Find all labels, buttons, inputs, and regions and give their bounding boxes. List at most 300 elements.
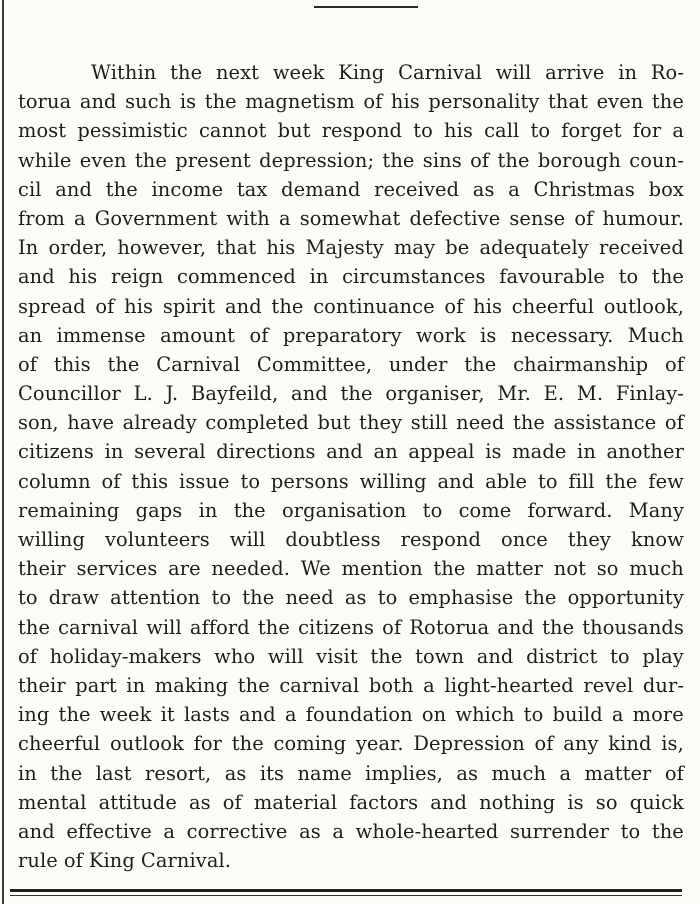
article-word: to (18, 586, 38, 610)
article-word: they (359, 411, 403, 435)
article-word: as (344, 586, 367, 610)
article-word: they (567, 528, 611, 551)
article-word: Many (628, 498, 684, 522)
article-word: citizens (18, 440, 94, 464)
article-word: son, (18, 411, 59, 435)
article-word: the (170, 61, 203, 84)
article-word: completed (205, 411, 309, 435)
article-word: the (105, 177, 138, 201)
article-word: its (259, 761, 285, 785)
article-word: his (390, 90, 420, 114)
article-word: of (664, 761, 684, 785)
article-word: such (125, 90, 172, 114)
article-word: week (272, 61, 325, 84)
article-word: the (233, 498, 266, 522)
article-word: of (534, 732, 554, 756)
article-word: as (224, 761, 247, 785)
article-line (18, 87, 684, 116)
article-word: In (18, 236, 39, 260)
article-word: last (95, 761, 132, 785)
article-word: doubtless (285, 528, 381, 551)
article-word: Councillor (18, 382, 121, 406)
article-word: visit (316, 644, 358, 668)
article-word: on (421, 703, 447, 727)
article-word: year. (355, 732, 404, 756)
article-word: their (18, 673, 66, 697)
article-word: a (672, 119, 684, 143)
article-word: this (131, 469, 169, 493)
article-word: outlook, (603, 294, 684, 318)
article-line (18, 700, 684, 729)
article-word: spirit (162, 294, 216, 318)
article-word: directions (216, 440, 316, 464)
article-word: it (160, 703, 175, 727)
article-word: sense (509, 206, 566, 230)
article-word: the (497, 148, 530, 172)
article-word: and (326, 440, 363, 464)
article-line (18, 292, 684, 321)
article-word: a (284, 703, 297, 727)
article-word: of (470, 148, 490, 172)
article-word: work (416, 323, 466, 347)
article-word: attitude (98, 790, 177, 814)
article-word: rule (18, 849, 58, 873)
article-word: E. (543, 382, 565, 406)
article-word: to (530, 119, 551, 143)
article-word: and (437, 469, 475, 493)
article-word: respond (321, 119, 403, 143)
article-word: lasts (183, 703, 230, 727)
article-word: an (373, 440, 398, 464)
article-word: the (524, 586, 557, 610)
article-word: nothing (479, 790, 556, 814)
editorial-article (18, 58, 684, 875)
article-word: Much (627, 323, 684, 347)
article-word: is (567, 790, 584, 814)
article-word: factors (349, 790, 419, 814)
article-line (18, 350, 684, 379)
article-word: material (253, 790, 338, 814)
article-word: a (278, 206, 291, 230)
article-word: and (476, 644, 514, 668)
article-word: the (50, 761, 83, 785)
article-word: of (664, 352, 684, 376)
article-word: Bayfeild, (191, 382, 279, 406)
article-word: coming (273, 732, 347, 756)
article-word: of (664, 411, 684, 435)
article-word: ing (18, 703, 50, 727)
article-word: revel (583, 673, 634, 697)
article-word: a (332, 819, 345, 843)
article-word: cil (18, 177, 42, 201)
article-word: humour. (602, 206, 684, 230)
article-word: Carnival. (140, 849, 232, 873)
article-word: necessary. (510, 323, 614, 347)
article-word: somewhat (299, 206, 401, 230)
article-word: of (222, 790, 242, 814)
article-word: persons (270, 469, 349, 493)
article-word: much (629, 557, 684, 581)
article-word: citizens (298, 615, 375, 639)
article-word: foundation (305, 703, 413, 727)
article-word: as (472, 177, 495, 201)
article-word: arrive (545, 61, 605, 84)
article-word: torua (18, 90, 72, 114)
article-word: the (242, 586, 275, 610)
article-word: the (257, 615, 290, 639)
article-word: this (53, 352, 91, 376)
article-word: attention (110, 586, 201, 610)
article-word: which (455, 703, 515, 727)
article-word: spread (18, 294, 86, 318)
article-word: come (458, 498, 512, 522)
article-word: a (508, 177, 520, 201)
article-word: resort, (145, 761, 212, 785)
article-word: in (104, 440, 124, 464)
article-word: more (632, 703, 684, 727)
article-word: whole-hearted (355, 819, 499, 843)
article-word: a (74, 206, 86, 230)
article-word: the (271, 294, 304, 318)
article-line (18, 496, 684, 525)
article-word: as (188, 790, 211, 814)
article-line (18, 613, 684, 642)
article-word: even (79, 148, 127, 172)
article-word: need (456, 411, 505, 435)
article-word: willing (359, 469, 427, 493)
article-word: box (648, 177, 684, 201)
article-word: opportunity (567, 586, 684, 610)
article-word: quick (629, 790, 684, 814)
article-word: mental (18, 790, 87, 814)
article-word: for (632, 119, 662, 143)
article-word: organisation (281, 498, 407, 522)
article-word: have (67, 411, 115, 435)
article-word: immense (56, 323, 146, 347)
article-word: will (267, 644, 304, 668)
article-word: adequately (479, 236, 589, 260)
article-word: his (68, 265, 98, 289)
article-word: borough (537, 148, 621, 172)
article-word: of (363, 90, 383, 114)
article-word: able (485, 469, 528, 493)
article-word: be (445, 236, 470, 260)
article-word: personality (428, 90, 540, 114)
article-word: so (596, 557, 619, 581)
article-word: thousands (582, 615, 684, 639)
article-word: much (491, 761, 547, 785)
article-word: an (18, 323, 43, 347)
article-word: his (473, 294, 503, 318)
article-line (18, 58, 684, 87)
article-word: know (630, 528, 684, 551)
article-word: forward. (527, 498, 613, 522)
article-word: town (415, 644, 465, 668)
article-line (18, 437, 684, 466)
footer-rule-thin (10, 895, 682, 896)
article-word: to (618, 265, 639, 289)
article-word: are (168, 557, 201, 581)
article-line (18, 262, 684, 291)
article-word: the (382, 148, 415, 172)
article-word: to (413, 119, 433, 143)
article-word: the (512, 411, 545, 435)
article-line (18, 788, 684, 817)
article-word: however, (117, 236, 207, 260)
article-word: We (300, 557, 331, 581)
article-word: in (198, 498, 218, 522)
article-word: surrender (509, 819, 609, 843)
article-word: while (18, 148, 72, 172)
article-word: will (495, 61, 532, 84)
article-word: the (107, 352, 140, 376)
article-word: amount (160, 323, 236, 347)
article-word: call (484, 119, 520, 143)
article-word: both (368, 673, 414, 697)
article-word: order, (48, 236, 108, 260)
article-word: even (596, 90, 644, 114)
article-word: L. (133, 382, 153, 406)
article-word: the (18, 615, 51, 639)
article-word: and (430, 790, 467, 814)
article-word: that (548, 90, 589, 114)
article-word: that (216, 236, 257, 260)
article-line (18, 846, 684, 875)
article-word: the (237, 673, 270, 697)
article-word: and (79, 90, 117, 114)
article-word: who (214, 644, 256, 668)
article-line (18, 467, 684, 496)
article-word: pessimistic (77, 119, 188, 143)
article-word: but (317, 411, 351, 435)
article-word: the (542, 615, 575, 639)
article-word: with (226, 206, 270, 230)
article-word: received (374, 177, 460, 201)
article-word: cannot (198, 119, 267, 143)
article-word: build (552, 703, 603, 727)
article-word: as (299, 819, 321, 843)
article-word: making (154, 673, 229, 697)
article-line (18, 554, 684, 583)
article-word: several (134, 440, 206, 464)
article-word: his (266, 236, 296, 260)
article-word: for (193, 732, 223, 756)
article-line (18, 729, 684, 758)
article-word: carnival (58, 615, 139, 639)
article-word: King (338, 61, 385, 84)
article-word: their (18, 557, 66, 581)
article-word: of (444, 294, 464, 318)
article-line (18, 175, 684, 204)
article-word: effective (66, 819, 152, 843)
article-word: of (63, 849, 83, 873)
article-word: magnetism (245, 90, 355, 114)
article-word: corrective (186, 819, 288, 843)
article-word: willing (18, 528, 86, 551)
article-word: preparatory (282, 323, 402, 347)
article-word: coun- (629, 148, 684, 172)
article-word: once (500, 528, 548, 551)
article-word: is (485, 440, 502, 464)
article-word: of (101, 469, 121, 493)
article-word: in (577, 440, 596, 464)
article-word: in (618, 61, 638, 84)
article-word: and (497, 615, 534, 639)
article-word: chairmanship (513, 352, 649, 376)
article-word: play (642, 644, 684, 668)
article-word: dur- (642, 673, 684, 697)
article-line (18, 146, 684, 175)
article-word: fill (568, 469, 595, 493)
article-word: the (464, 352, 497, 376)
article-word: the (231, 732, 264, 756)
article-word: M. (576, 382, 604, 406)
article-word: gaps (135, 498, 183, 522)
article-word: present (175, 148, 251, 172)
article-word: Committee, (256, 352, 373, 376)
article-word: reign (111, 265, 164, 289)
article-word: a (163, 819, 176, 843)
article-word: J. (165, 382, 179, 406)
article-word: of (574, 206, 594, 230)
article-word: and (18, 265, 55, 289)
article-word: Carnival (398, 61, 482, 84)
article-word: Finlay- (615, 382, 684, 406)
article-word: commenced (177, 265, 296, 289)
article-line (18, 204, 684, 233)
article-word: next (215, 61, 260, 84)
article-word: to (211, 586, 232, 610)
article-word: the (651, 265, 684, 289)
article-line (18, 408, 684, 437)
article-word: to (537, 469, 558, 493)
article-word: and (55, 177, 93, 201)
article-word: most (18, 119, 67, 143)
article-word: in (309, 265, 329, 289)
article-word: but (277, 119, 311, 143)
article-word: kind (608, 732, 652, 756)
article-word: a (559, 761, 572, 785)
article-word: matter (584, 761, 652, 785)
article-word: the (370, 644, 403, 668)
article-word: issue (179, 469, 230, 493)
article-word: Rotorua (409, 615, 490, 639)
article-word: of (382, 615, 402, 639)
article-word: the (134, 148, 167, 172)
article-word: of (95, 294, 115, 318)
article-word: to (422, 498, 443, 522)
article-word: Depression (413, 732, 525, 756)
article-word: income (151, 177, 224, 201)
header-rule (314, 6, 418, 8)
article-line (18, 671, 684, 700)
article-word: a (611, 703, 624, 727)
article-word: not (553, 557, 586, 581)
article-word: his (444, 119, 473, 143)
article-word: to (523, 703, 544, 727)
article-word: light-hearted (444, 673, 574, 697)
article-word: the (605, 469, 638, 493)
article-line (18, 525, 684, 554)
article-word: in (18, 761, 37, 785)
article-word: will (229, 528, 266, 551)
article-word: as (456, 761, 479, 785)
article-word: Majesty (305, 236, 384, 260)
article-word: and (18, 819, 55, 843)
article-word: the (204, 90, 237, 114)
article-word: district (526, 644, 598, 668)
article-line (18, 379, 684, 408)
article-word: the (340, 382, 373, 406)
article-word: few (648, 469, 684, 493)
article-word: emphasise (408, 586, 514, 610)
article-word: assistance (553, 411, 657, 435)
article-line (18, 583, 684, 612)
article-line (18, 642, 684, 671)
article-word: respond (400, 528, 481, 551)
article-word: matter (476, 557, 544, 581)
article-word: Mr. (497, 382, 531, 406)
article-word: is (480, 323, 497, 347)
article-word: made (512, 440, 567, 464)
article-word: is, (661, 732, 684, 756)
article-word: needed. (211, 557, 291, 581)
article-line (18, 759, 684, 788)
article-word: will (146, 615, 182, 639)
article-word: so (595, 790, 618, 814)
article-word: name (297, 761, 352, 785)
article-word: the (651, 819, 684, 843)
article-word: organiser, (385, 382, 485, 406)
article-word: need (285, 586, 334, 610)
article-word: of (18, 352, 38, 376)
article-line (18, 116, 684, 145)
column-rule-left (2, 0, 4, 904)
article-word: and (224, 294, 262, 318)
article-word: to (240, 469, 261, 493)
article-word: week (99, 703, 152, 727)
article-word: defective (409, 206, 501, 230)
article-word: remaining (18, 498, 120, 522)
article-word: from (18, 206, 65, 230)
article-word: carnival (279, 673, 360, 697)
article-word: in (126, 673, 146, 697)
article-word: mention (341, 557, 423, 581)
article-word: cheerful (511, 294, 595, 318)
article-word: Within (91, 61, 157, 84)
article-word: tax (236, 177, 268, 201)
article-word: draw (48, 586, 100, 610)
article-word: implies, (365, 761, 443, 785)
article-word: to (610, 644, 630, 668)
article-word: Ro- (650, 61, 684, 84)
article-line (18, 233, 684, 262)
article-word: to (620, 819, 641, 843)
article-word: forget (561, 119, 622, 143)
article-word: and (291, 382, 328, 406)
article-word: already (122, 411, 197, 435)
article-word: favourable (499, 265, 605, 289)
article-word: still (410, 411, 448, 435)
article-word: any (563, 732, 599, 756)
article-word: may (393, 236, 436, 260)
article-word: the (433, 557, 466, 581)
article-word: column (18, 469, 91, 493)
article-word: to (377, 586, 398, 610)
article-word: another (606, 440, 684, 464)
article-word: outlook (109, 732, 184, 756)
article-word: and (239, 703, 276, 727)
